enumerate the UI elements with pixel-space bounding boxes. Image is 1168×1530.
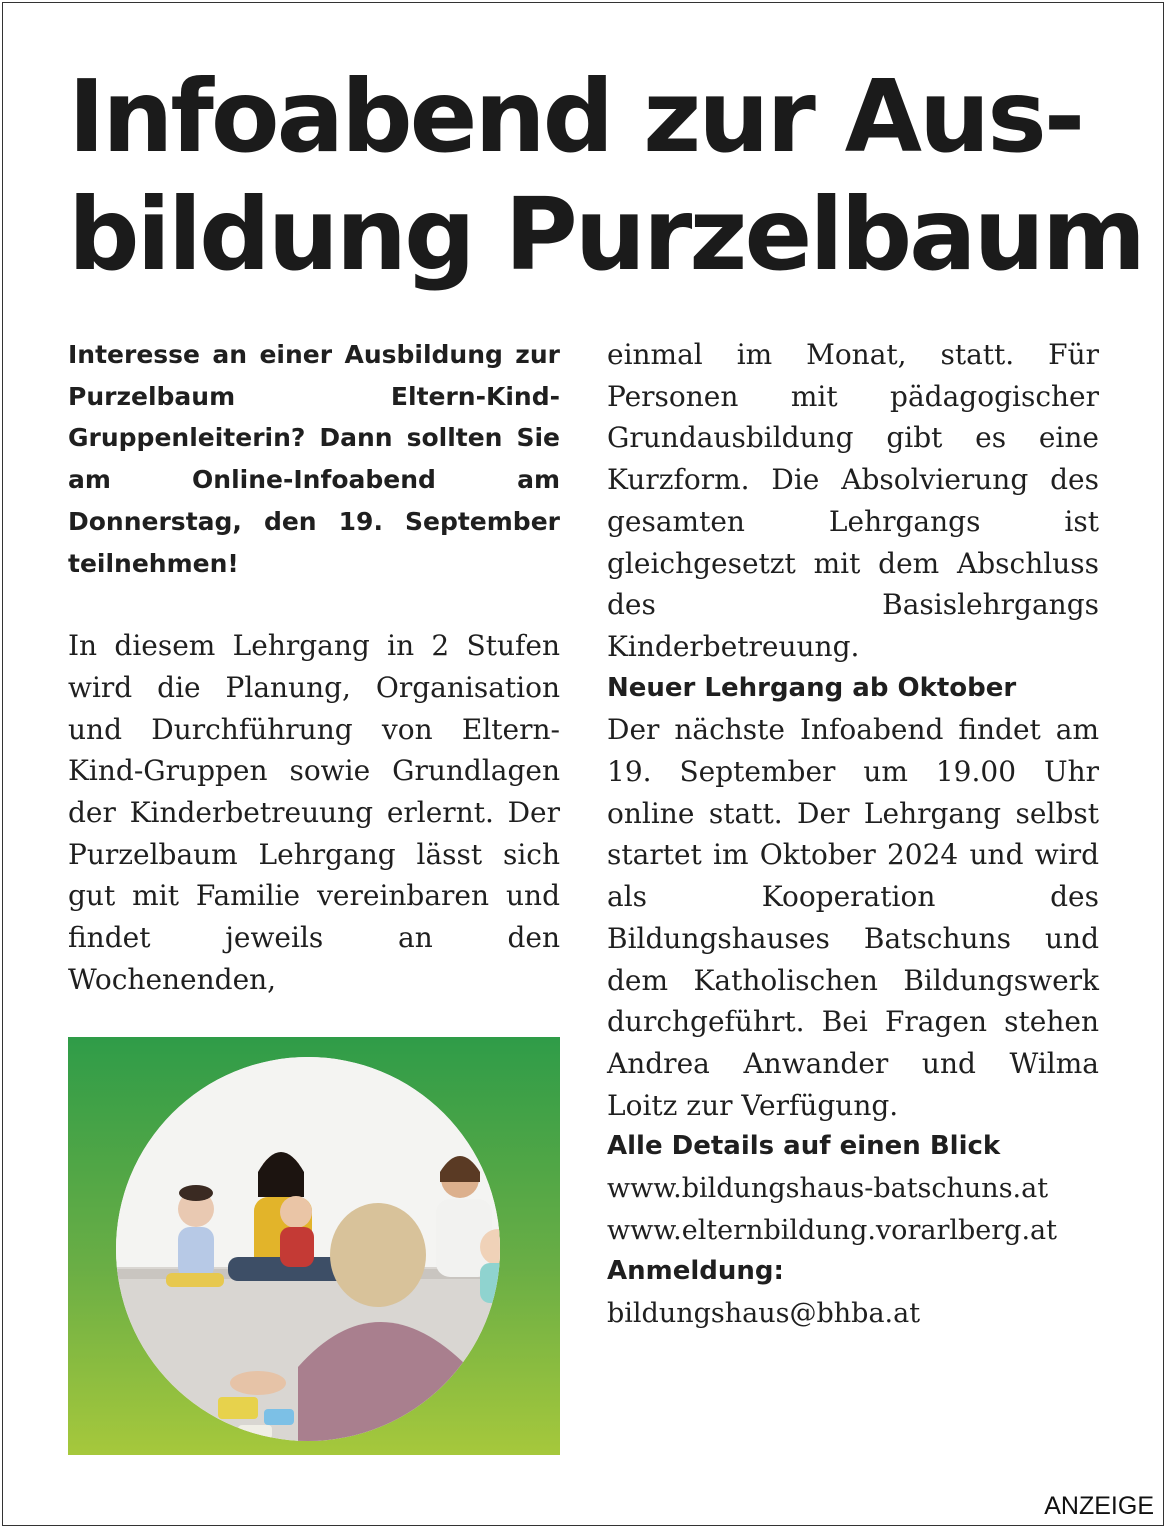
headline-line-2: bildung Purzelbaum [68, 176, 1144, 293]
body-paragraph-left: In diesem Lehrgang in 2 Stufen wird die Planung, Organisation und Durchführung von Eltern-Kind-Gruppen sowie Grundlagen der Kinderbetreuung erlernt. Der Purzelbaum Lehrgang lässt sich gut mit Familie vereinbaren und findet jeweils an den Wochenenden, [68, 629, 560, 996]
right-column [607, 334, 1099, 1335]
photo-illustration [68, 1037, 560, 1455]
lead-paragraph: Interesse an einer Ausbildung zur Purzelbaum Eltern-Kind-Gruppenleiterin? Dann sollten Sie am Online-Infoabend am Donnerstag, den 19. September teilnehmen! [68, 340, 560, 578]
heading-new-course: Neuer Lehrgang ab Oktober [607, 672, 1017, 703]
registration-email[interactable]: bildungshaus@bhba.at [607, 1298, 921, 1330]
link-bildungshaus-batschuns[interactable]: www.bildungshaus-batschuns.at [607, 1173, 1049, 1205]
headline [68, 58, 1144, 294]
link-elternbildung-vorarlberg[interactable]: www.elternbildung.vorarlberg.at [607, 1214, 1057, 1246]
paragraph-new-course: Der nächste Infoabend findet am 19. September um 19.00 Uhr online statt. Der Lehrgang selbst startet im Oktober 2024 und wird als Kooperation des Bildungshauses Batschuns und dem Katholischen Bildungswerk durchgeführt. Bei Fragen stehen Andrea Anwander und Wilma Loitz zur Verfügung. [607, 713, 1099, 1122]
photo-parent-child-group-icon [68, 1037, 560, 1455]
advertisement-label: ANZEIGE [1044, 1492, 1154, 1520]
headline-line-1: Infoabend zur Aus- [68, 58, 1083, 175]
heading-registration: Anmeldung: [607, 1256, 784, 1287]
body-paragraph-right: einmal im Monat, statt. Für Personen mit pädagogischer Grundausbildung gibt es eine Kurzform. Die Absolvierung des gesamten Lehrgangs ist gleichgesetzt mit dem Abschluss des Basislehrgangs Kinderbetreuung. [607, 338, 1099, 663]
left-column [68, 334, 560, 1001]
heading-details: Alle Details auf einen Blick [607, 1131, 1001, 1162]
